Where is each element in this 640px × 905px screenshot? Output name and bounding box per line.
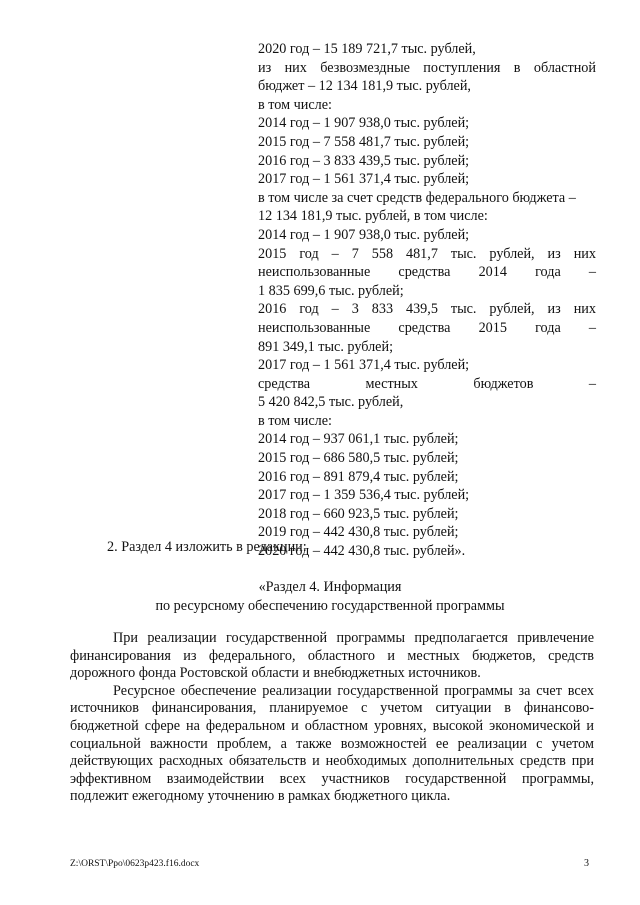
passport-line: в том числе: (258, 412, 332, 429)
passport-line: 2020 год – 15 189 721,7 тыс. рублей, (258, 41, 476, 57)
passport-line: 2016 год – 3 833 439,5 тыс. рублей, из них (258, 301, 596, 318)
passport-line: 2020 год – 442 430,8 тыс. рублей». (258, 543, 466, 560)
passport-line: 2019 год – 442 430,8 тыс. рублей; (258, 524, 459, 541)
passport-line: 891 349,1 тыс. рублей; (258, 338, 394, 355)
passport-line: 2016 год – 3 833 439,5 тыс. рублей; (258, 152, 470, 169)
passport-line: 2018 год – 660 923,5 тыс. рублей; (258, 505, 459, 522)
footer-file-path: Z:\ORST\Ppo\0623p423.f16.docx (70, 859, 200, 869)
passport-line: 2015 год – 7 558 481,7 тыс. рублей; (258, 133, 470, 150)
passport-line: бюджет – 12 134 181,9 тыс. рублей, (258, 78, 471, 95)
passport-line: средства местных бюджетов – (258, 375, 596, 392)
item-2-heading: 2. Раздел 4 изложить в редакции: (107, 539, 307, 555)
passport-line: 2014 год – 937 061,1 тыс. рублей; (258, 431, 459, 448)
passport-line: 2015 год – 686 580,5 тыс. рублей; (258, 450, 459, 467)
passport-line: 5 420 842,5 тыс. рублей, (258, 394, 404, 411)
passport-line: 2014 год – 1 907 938,0 тыс. рублей; (258, 115, 470, 132)
passport-line: в том числе: (258, 96, 332, 113)
passport-line: 2015 год – 7 558 481,7 тыс. рублей, из них (258, 245, 596, 262)
passport-line: 2014 год – 1 907 938,0 тыс. рублей; (258, 226, 470, 243)
section-body (70, 630, 594, 806)
section-title-line-2: по ресурсному обеспечению государственной программы (155, 597, 505, 614)
body-paragraph-2: Ресурсное обеспечение реализации государственной программы за счет всех источников финансирования, планируемое с учетом ситуации в финансово-бюджетной сфере на федеральном и областном уровнях, высокой экономической и социальной важности проблем, а также возможностей ее реализации с учетом действующих расходных обязательств и необходимых дополнительных средств при эффективном взаимодействии всех участников государственной программы, подлежит ежегодному уточнению в рамках бюджетного цикла. (70, 682, 594, 805)
body-paragraph-1: При реализации государственной программы предполагается привлечение финансирования из федерального, областного и местных бюджетов, средств дорожного фонда Ростовской области и внебюджетных источников. (70, 630, 594, 682)
passport-line: 2017 год – 1 561 371,4 тыс. рублей; (258, 171, 470, 188)
page-number: 3 (584, 858, 589, 869)
passport-line: 2016 год – 891 879,4 тыс. рублей; (258, 468, 459, 485)
passport-line: 2017 год – 1 359 536,4 тыс. рублей; (258, 487, 470, 504)
section-title-line-1: «Раздел 4. Информация (258, 579, 402, 595)
section-title (70, 578, 590, 615)
passport-line: из них безвозмездные поступления в областной (258, 59, 596, 76)
passport-line: в том числе за счет средств федерального бюджета – (258, 189, 576, 206)
passport-line: 12 134 181,9 тыс. рублей, в том числе: (258, 208, 488, 225)
passport-line: неиспользованные средства 2015 года – (258, 319, 596, 336)
passport-column (258, 40, 596, 561)
passport-line: неиспользованные средства 2014 года – (258, 264, 596, 281)
passport-line: 1 835 699,6 тыс. рублей; (258, 282, 404, 299)
passport-line: 2017 год – 1 561 371,4 тыс. рублей; (258, 357, 470, 374)
